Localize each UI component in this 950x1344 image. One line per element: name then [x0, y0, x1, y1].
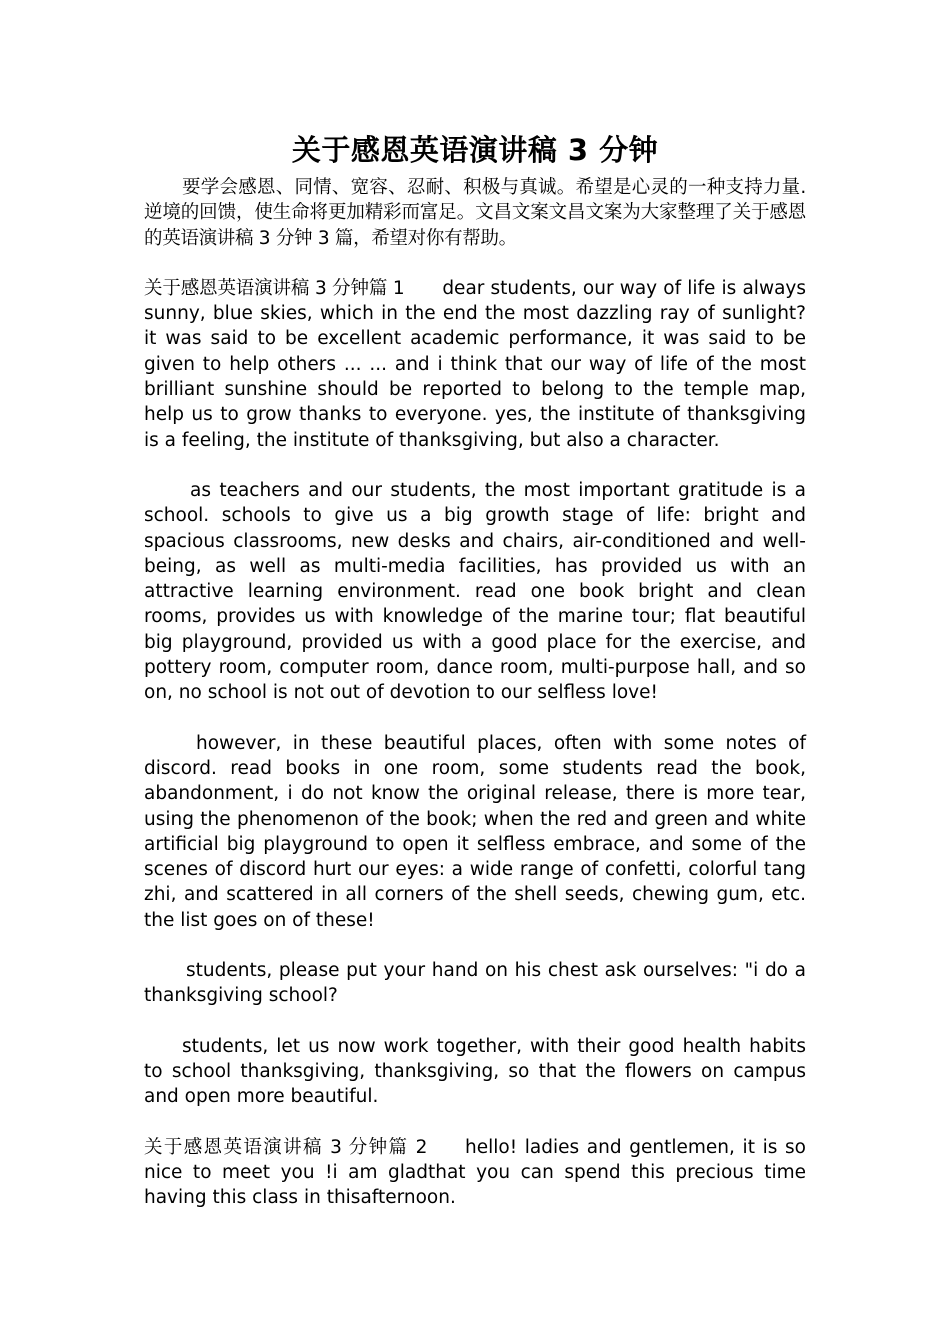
- section-1-first-paragraph: [144, 276, 806, 453]
- section-1-paragraph-2: as teachers and our students, the most important gratitude is a school. schools to give us a big growth stage of life: bright and spacious classrooms, new desks and chairs, air-conditioned and well-being, as well as multi-media facilities, has provided us with an attractive learning environment. read one book bright and clean rooms, provides us with knowledge of the marine tour; flat beautiful big playground, provided us with a good place for the exercise, and pottery room, computer room, dance room, multi-purpose hall, and so on, no school is not out of devotion to our selfless love!: [144, 479, 806, 704]
- section-1-paragraph-3: however, in these beautiful places, often with some notes of discord. read books in one room, some students read the book, abandonment, i do not know the original release, there is more tear, using the phenomenon of the book; when the red and green and white artificial big playground to open it selfless embrace, and some of the scenes of discord hurt our eyes: a wide range of confetti, colorful tang zhi, and scattered in all corners of the shell seeds, chewing gum, etc. the list goes on of these!: [144, 732, 806, 931]
- intro-paragraph: 要学会感恩、同情、宽容、忍耐、积极与真诚。希望是心灵的一种支持力量.逆境的回馈，使生命将更加精彩而富足。文昌文案文昌文案为大家整理了关于感恩的英语演讲稿 3 分钟 3 篇，希望对你有帮助。: [144, 177, 806, 249]
- section-2-first-paragraph: [144, 1135, 806, 1211]
- document-page: [144, 128, 806, 1210]
- section-1-heading: 关于感恩英语演讲稿 3 分钟篇 1: [144, 277, 405, 299]
- section-2-paragraph-1: hello! ladies and gentlemen, it is so nice to meet you !i am gladthat you can spend this precious time having this class in thisafternoon.: [144, 1136, 806, 1209]
- section-1-paragraph-4: students, please put your hand on his chest ask ourselves: "i do a thanksgiving school?: [144, 960, 806, 1007]
- section-1-paragraph-1: dear students, our way of life is always sunny, blue skies, which in the end the most dazzling ray of sunlight? it was said to be excellent academic performance, it was said to be given to help others ... ... and i think that our way of life of the most brilliant sunshine should be reported to belong to the temple map, help us to grow thanks to everyone. yes, the institute of thanksgiving is a feeling, the institute of thanksgiving, but also a character.: [144, 277, 806, 451]
- document-title: 关于感恩英语演讲稿 3 分钟: [291, 133, 659, 167]
- section-2-heading: 关于感恩英语演讲稿 3 分钟篇 2: [144, 1136, 427, 1158]
- section-1-paragraph-5: students, let us now work together, with their good health habits to school thanksgiving, thanksgiving, so that the flowers on campus and open more beautiful.: [144, 1035, 806, 1108]
